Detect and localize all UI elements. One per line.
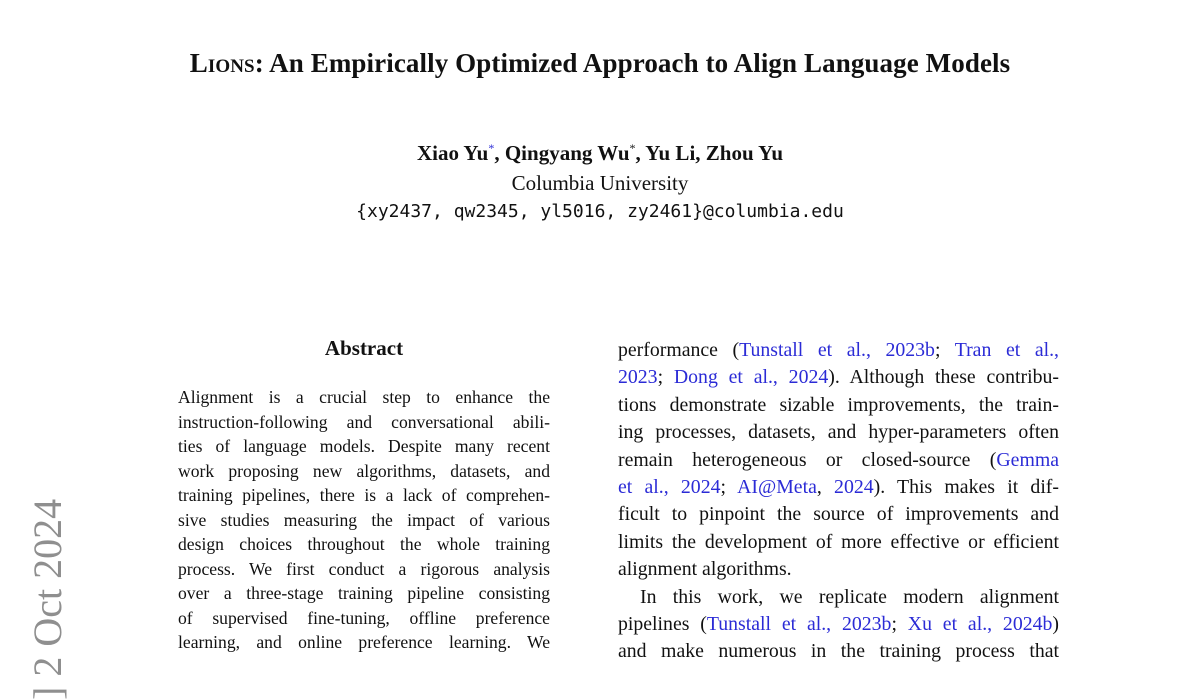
author-name: Xiao Yu bbox=[416, 141, 489, 165]
body-text: ). This makes it dif- bbox=[873, 476, 1059, 499]
author-list bbox=[0, 141, 1200, 166]
body-line bbox=[618, 364, 1059, 391]
body-text: , bbox=[816, 476, 835, 499]
abstract-line: process. We first conduct a rigorous analysis bbox=[178, 558, 550, 579]
equal-contribution-mark[interactable]: * bbox=[488, 141, 495, 155]
body-column-right bbox=[618, 337, 1059, 666]
abstract-line: of supervised fine-tuning, offline preference bbox=[178, 607, 550, 628]
body-text: ). Although these contribu- bbox=[828, 366, 1059, 389]
body-line: ing processes, datasets, and hyper-parameters often bbox=[618, 421, 1059, 444]
body-line: limits the development of more effective or efficient bbox=[618, 530, 1059, 553]
citation-link[interactable]: Dong et al., 2024 bbox=[673, 366, 829, 389]
author-name: Qingyang Wu bbox=[504, 141, 630, 165]
citation-link[interactable]: 2023 bbox=[618, 366, 658, 389]
body-line bbox=[618, 337, 1059, 364]
citation-link[interactable]: AI@Meta bbox=[737, 476, 817, 499]
body-text: ; bbox=[720, 476, 738, 499]
body-line: tions demonstrate sizable improvements, the train- bbox=[618, 393, 1059, 416]
author-names-rest: , Yu Li, Zhou Yu bbox=[635, 141, 784, 165]
abstract-line: work proposing new algorithms, datasets, and bbox=[178, 460, 550, 481]
body-text: performance ( bbox=[618, 339, 740, 361]
body-text: ; bbox=[657, 366, 674, 389]
citation-link[interactable]: Gemma bbox=[996, 448, 1059, 471]
citation-link[interactable]: et al., 2024 bbox=[618, 476, 721, 499]
title-text: : An Empirically Optimized Approach to Align Language Models bbox=[254, 48, 1011, 78]
citation-link[interactable]: 2024 bbox=[834, 476, 874, 499]
body-text: ; bbox=[934, 339, 955, 361]
author-separator: , bbox=[494, 141, 505, 165]
abstract-body bbox=[178, 385, 550, 655]
abstract-heading: Abstract bbox=[324, 336, 404, 360]
citation-link[interactable]: Tunstall et al., 2023b bbox=[706, 613, 892, 636]
affiliation: Columbia University bbox=[511, 171, 689, 195]
body-line bbox=[618, 611, 1059, 638]
body-line: alignment algorithms. bbox=[618, 558, 792, 581]
body-text: pipelines ( bbox=[618, 613, 707, 636]
abstract-line: instruction-following and conversational abili- bbox=[178, 411, 550, 432]
body-text: ) bbox=[1052, 613, 1059, 636]
abstract-line: design choices throughout the whole training bbox=[178, 534, 550, 554]
abstract-line: ties of language models. Despite many recent bbox=[178, 436, 550, 456]
citation-link[interactable]: Tran et al., bbox=[954, 339, 1059, 361]
citation-link[interactable]: Xu et al., 2024b bbox=[907, 613, 1053, 636]
abstract-line: over a three-stage training pipeline consisting bbox=[178, 583, 550, 603]
body-line: In this work, we replicate modern alignment bbox=[640, 585, 1059, 608]
body-line: ficult to pinpoint the source of improvements and bbox=[618, 503, 1059, 526]
abstract-line: learning, and online preference learning. We bbox=[178, 632, 550, 652]
body-line bbox=[618, 447, 1059, 474]
author-emails: {xy2437, qw2345, yl5016, zy2461}@columbia.edu bbox=[356, 201, 844, 222]
body-text: ; bbox=[891, 613, 908, 636]
body-line: and make numerous in the training process that bbox=[618, 640, 1059, 663]
abstract-line: sive studies measuring the impact of various bbox=[178, 509, 550, 530]
body-text: remain heterogeneous or closed-source ( bbox=[618, 448, 997, 471]
paper-title bbox=[0, 48, 1200, 79]
equal-contribution-mark: * bbox=[629, 141, 636, 155]
abstract-line: Alignment is a crucial step to enhance the bbox=[178, 387, 550, 407]
citation-link[interactable]: Tunstall et al., 2023b bbox=[739, 339, 935, 361]
arxiv-side-stamp: ] 2 Oct 2024 bbox=[25, 498, 70, 700]
body-line bbox=[618, 474, 1059, 501]
abstract-line: training pipelines, there is a lack of comprehen- bbox=[178, 485, 550, 505]
title-model-name: Lions bbox=[189, 48, 255, 78]
